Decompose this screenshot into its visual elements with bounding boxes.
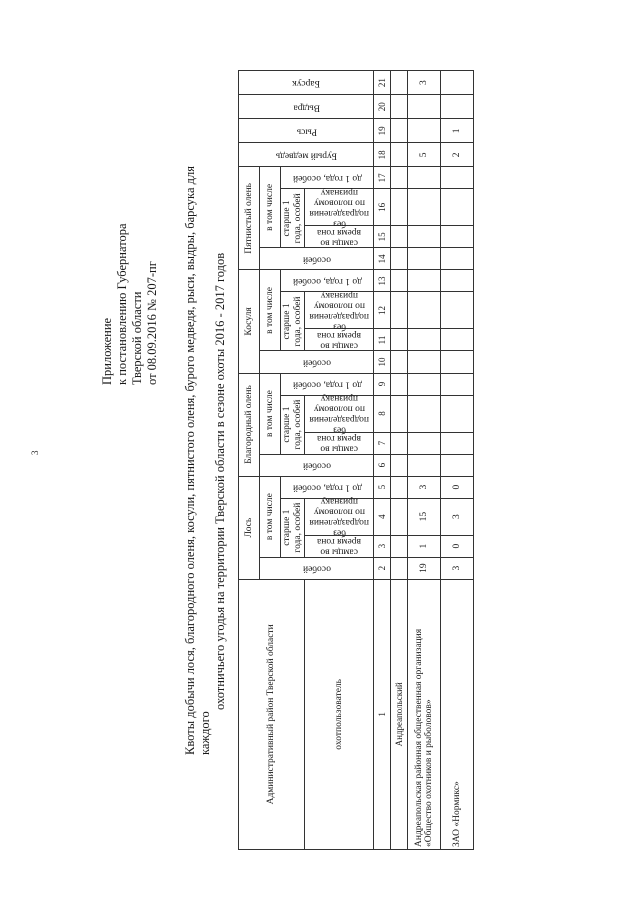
col-number: 9 xyxy=(374,373,391,395)
col-number: 4 xyxy=(374,498,391,535)
header-bear: Бурый медведь xyxy=(239,143,374,167)
col-number: 6 xyxy=(374,454,391,476)
col-number: 11 xyxy=(374,329,391,351)
table-cell xyxy=(441,95,474,119)
header-individuals: особей xyxy=(260,351,374,373)
table-cell xyxy=(441,167,474,189)
appendix-line: Приложение xyxy=(100,317,114,385)
header-individuals: особей xyxy=(260,248,374,270)
hunting-user: Андреапольская районная общественная организация «Общество охотников и рыболовов» xyxy=(408,579,441,849)
header-older: старше 1 года, особей xyxy=(281,189,305,248)
table-cell xyxy=(441,432,474,454)
title-line: охотничьего угодья на территории Тверской области в сезоне охоты 2016 - 2017 годов xyxy=(213,252,227,710)
table-cell xyxy=(408,432,441,454)
table-cell xyxy=(441,189,474,226)
table-cell: 2 xyxy=(441,143,474,167)
header-otter: Выдра xyxy=(239,95,374,119)
table-cell: 19 xyxy=(408,557,441,579)
title-line: Квоты добычи лося, благородного оленя, косули, пятнистого оленя, бурого медведя, рыси, выдры, барсука для каждого xyxy=(183,166,212,755)
table-row xyxy=(408,71,441,850)
col-number: 16 xyxy=(374,189,391,226)
header-under: до 1 года, особей xyxy=(281,373,374,395)
quota-table xyxy=(238,70,474,850)
column-numbers-row xyxy=(374,71,391,850)
table-cell xyxy=(441,71,474,95)
header-males-rut: самцы во время гона xyxy=(305,432,374,454)
table-cell: 3 xyxy=(408,71,441,95)
col-number: 5 xyxy=(374,476,391,498)
col-number: 12 xyxy=(374,292,391,329)
table-cell xyxy=(408,226,441,248)
col-number: 13 xyxy=(374,270,391,292)
table-cell xyxy=(408,292,441,329)
table-cell xyxy=(441,329,474,351)
header-lynx: Рысь xyxy=(239,119,374,143)
table-cell: 15 xyxy=(408,498,441,535)
header-including: в том числе xyxy=(260,167,281,248)
table-cell: 1 xyxy=(441,119,474,143)
appendix-line: от 08.09.2016 № 207-пг xyxy=(145,261,159,385)
header-older: старше 1 года, особей xyxy=(281,498,305,557)
table-cell xyxy=(408,329,441,351)
table-cell xyxy=(441,373,474,395)
table-cell: 1 xyxy=(408,535,441,557)
header-males-rut: самцы во время гона xyxy=(305,329,374,351)
header-red-deer: Благородный олень xyxy=(239,373,260,476)
table-cell: 0 xyxy=(441,535,474,557)
col-number: 21 xyxy=(374,71,391,95)
page-number: 3 xyxy=(30,450,40,455)
table-cell xyxy=(441,454,474,476)
table-cell xyxy=(441,395,474,432)
table-row xyxy=(441,71,474,850)
table-cell xyxy=(441,226,474,248)
col-number: 10 xyxy=(374,351,391,373)
col-number: 18 xyxy=(374,143,391,167)
header-individuals: особей xyxy=(260,557,374,579)
col-number: 20 xyxy=(374,95,391,119)
header-individuals: особей xyxy=(260,454,374,476)
header-under: до 1 года, особей xyxy=(281,270,374,292)
table-cell xyxy=(441,351,474,373)
col-number: 2 xyxy=(374,557,391,579)
header-no-sex: без подразделения по половому признаку xyxy=(305,292,374,329)
table-cell xyxy=(408,395,441,432)
col-number: 14 xyxy=(374,248,391,270)
header-roe-deer: Косуля xyxy=(239,270,260,373)
header-including: в том числе xyxy=(260,373,281,454)
district-name: Андреапольский xyxy=(391,579,408,849)
table-cell xyxy=(408,167,441,189)
header-older: старше 1 года, особей xyxy=(281,395,305,454)
table-cell xyxy=(441,248,474,270)
table-cell: 5 xyxy=(408,143,441,167)
col-number: 1 xyxy=(374,579,391,849)
header-user: охотпользователь xyxy=(305,579,374,849)
appendix-line: к постановлению Губернатора xyxy=(115,223,129,385)
header-no-sex: без подразделения по половому признаку xyxy=(305,395,374,432)
table-cell xyxy=(441,292,474,329)
table-cell: 3 xyxy=(441,557,474,579)
header-moose: Лось xyxy=(239,476,260,579)
table-cell xyxy=(408,95,441,119)
table-cell xyxy=(408,248,441,270)
header-including: в том числе xyxy=(260,476,281,557)
col-number: 15 xyxy=(374,226,391,248)
table-cell xyxy=(408,189,441,226)
header-badger: Барсук xyxy=(239,71,374,95)
header-males-rut: самцы во время гона xyxy=(305,226,374,248)
header-under: до 1 года, особей xyxy=(281,476,374,498)
table-cell: 3 xyxy=(441,498,474,535)
header-under: до 1 года, особей xyxy=(281,167,374,189)
header-sika-deer: Пятнистый олень xyxy=(239,167,260,270)
header-including: в том числе xyxy=(260,270,281,351)
appendix-line: Тверской области xyxy=(130,291,144,385)
district-row xyxy=(391,71,408,850)
table-cell xyxy=(408,270,441,292)
header-no-sex: без подразделения по половому признаку xyxy=(305,498,374,535)
header-males-rut: самцы во время гона xyxy=(305,535,374,557)
appendix-header xyxy=(100,223,160,385)
col-number: 19 xyxy=(374,119,391,143)
table-cell: 0 xyxy=(441,476,474,498)
col-number: 17 xyxy=(374,167,391,189)
col-number: 3 xyxy=(374,535,391,557)
table-cell xyxy=(441,270,474,292)
table-cell xyxy=(408,373,441,395)
table-cell xyxy=(408,119,441,143)
col-number: 8 xyxy=(374,395,391,432)
table-cell xyxy=(408,351,441,373)
document-title xyxy=(183,135,228,755)
header-older: старше 1 года, особей xyxy=(281,292,305,351)
col-number: 7 xyxy=(374,432,391,454)
hunting-user: ЗАО «Нормикс» xyxy=(441,579,474,849)
header-no-sex: без подразделения по половому признаку xyxy=(305,189,374,226)
table-cell: 3 xyxy=(408,476,441,498)
header-district: Административный район Тверской области xyxy=(239,579,305,849)
table-cell xyxy=(408,454,441,476)
